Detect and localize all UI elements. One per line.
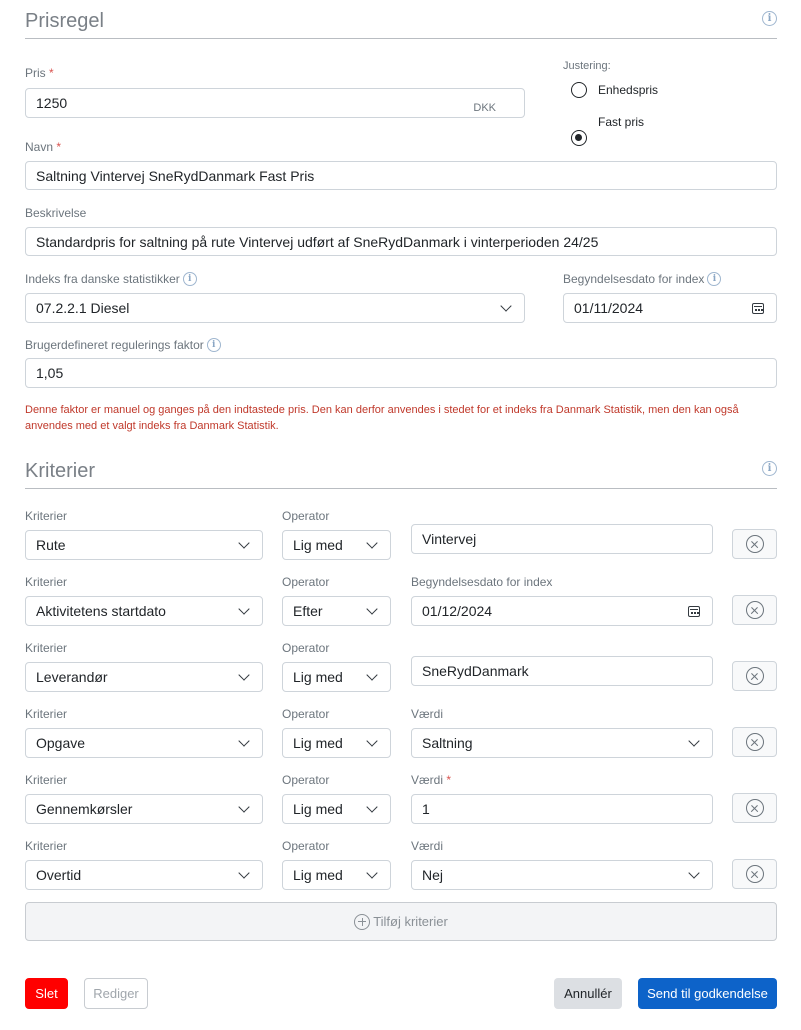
chevron-down-icon (238, 801, 249, 812)
edit-button[interactable]: Rediger (84, 978, 148, 1009)
chevron-down-icon (366, 669, 377, 680)
begyndelsesdato-info-icon[interactable]: i (707, 272, 721, 286)
required-mark: * (446, 773, 452, 787)
remove-criteria-button[interactable] (732, 529, 777, 559)
operator-value: Lig med (293, 669, 343, 685)
faktor-info-icon[interactable]: i (207, 338, 221, 352)
navn-label-text: Navn (25, 140, 54, 154)
remove-circle-icon (746, 535, 764, 553)
criteria-value-input[interactable] (411, 524, 713, 554)
cancel-button[interactable]: Annullér (554, 978, 622, 1009)
required-mark: * (56, 140, 62, 154)
delete-button[interactable]: Slet (25, 978, 68, 1009)
criteria-label: Kriterier (25, 773, 68, 787)
radio-enhedspris[interactable] (571, 82, 587, 98)
remove-criteria-button[interactable] (732, 793, 777, 823)
criteria-label: Kriterier (25, 641, 68, 655)
pris-label-text: Pris (25, 66, 46, 80)
criteria-value-input[interactable] (411, 656, 713, 686)
indeks-info-icon[interactable]: i (183, 272, 197, 286)
value-label (411, 839, 443, 853)
criteria-select[interactable] (25, 530, 263, 560)
begyndelsesdato-label (563, 272, 721, 287)
calendar-icon[interactable] (688, 606, 700, 617)
operator-select[interactable] (282, 794, 391, 824)
begyndelsesdato-label-text: Begyndelsesdato for index (563, 272, 705, 286)
chevron-down-icon (366, 867, 377, 878)
add-criteria-label: Tilføj kriterier (373, 914, 448, 929)
kriterier-divider (25, 488, 777, 489)
criteria-input-value: SneRydDanmark (422, 663, 529, 679)
criteria-select[interactable] (25, 728, 263, 758)
chevron-down-icon (688, 735, 699, 746)
add-criteria-button[interactable] (25, 902, 777, 941)
submit-button[interactable]: Send til godkendelse (638, 978, 777, 1009)
faktor-label (25, 338, 221, 353)
operator-value: Efter (293, 603, 323, 619)
value-label (411, 773, 451, 787)
criteria-input-value: Nej (422, 867, 444, 883)
chevron-down-icon (238, 669, 249, 680)
chevron-down-icon (238, 603, 249, 614)
pris-unit: DKK (473, 102, 496, 114)
operator-select[interactable] (282, 860, 391, 890)
criteria-select[interactable] (25, 662, 263, 692)
remove-circle-icon (746, 799, 764, 817)
navn-label (25, 140, 61, 154)
faktor-value: 1,05 (36, 365, 64, 381)
radio-fast-pris[interactable] (571, 130, 587, 146)
criteria-value-input[interactable] (411, 860, 713, 890)
plus-circle-icon (354, 914, 370, 930)
remove-circle-icon (746, 865, 764, 883)
operator-label: Operator (282, 509, 330, 523)
criteria-value: Overtid (36, 867, 82, 883)
chevron-down-icon (238, 867, 249, 878)
criteria-value: Aktivitetens startdato (36, 603, 166, 619)
beskrivelse-input[interactable] (25, 227, 777, 256)
remove-circle-icon (746, 667, 764, 685)
chevron-down-icon (366, 735, 377, 746)
criteria-value-input[interactable] (411, 794, 713, 824)
chevron-down-icon (366, 801, 377, 812)
beskrivelse-value: Standardpris for saltning på rute Vintervej udført af SneRydDanmark i vinterperioden 24/25 (36, 233, 599, 250)
value-label-text: Værdi (411, 773, 444, 787)
operator-label: Operator (282, 839, 330, 853)
chevron-down-icon (366, 603, 377, 614)
remove-criteria-button[interactable] (732, 661, 777, 691)
value-label (411, 707, 443, 721)
radio-fast-pris-label[interactable]: Fast pris (598, 115, 645, 129)
criteria-value-input[interactable] (411, 596, 713, 626)
chevron-down-icon (238, 735, 249, 746)
chevron-down-icon (238, 537, 249, 548)
begyndelsesdato-input[interactable] (563, 293, 777, 323)
criteria-value: Gennemkørsler (36, 801, 133, 817)
navn-value: Saltning Vintervej SneRydDanmark Fast Pris (36, 167, 315, 184)
remove-circle-icon (746, 601, 764, 619)
criteria-value-input[interactable] (411, 728, 713, 758)
operator-select[interactable] (282, 596, 391, 626)
value-label-text: Værdi (411, 839, 444, 853)
remove-criteria-button[interactable] (732, 859, 777, 889)
operator-value: Lig med (293, 867, 343, 883)
faktor-label-text: Brugerdefineret regulerings faktor (25, 338, 204, 352)
operator-label: Operator (282, 641, 330, 655)
faktor-input[interactable] (25, 358, 777, 388)
operator-value: Lig med (293, 801, 343, 817)
operator-label: Operator (282, 773, 330, 787)
indeks-label (25, 272, 197, 287)
remove-circle-icon (746, 733, 764, 751)
criteria-value: Rute (36, 537, 66, 553)
criteria-input-value: 01/12/2024 (422, 603, 493, 619)
faktor-note: Denne faktor er manuel og ganges på den indtastede pris. Den kan derfor anvendes i stedet for et indeks fra Danmark Statistik, men den kan også anvendes med et valgt indeks fra Danmark Statistik. (25, 404, 739, 432)
justering-label: Justering: (563, 60, 611, 72)
begyndelsesdato-value: 01/11/2024 (574, 300, 644, 316)
criteria-input-value: Vintervej (422, 531, 477, 547)
criteria-value: Opgave (36, 735, 86, 751)
indeks-value: 07.2.2.1 Diesel (36, 300, 130, 316)
operator-label: Operator (282, 575, 330, 589)
beskrivelse-label: Beskrivelse (25, 206, 87, 220)
operator-select[interactable] (282, 662, 391, 692)
criteria-label: Kriterier (25, 707, 68, 721)
calendar-icon[interactable] (752, 303, 764, 314)
criteria-input-value: 1 (422, 801, 430, 817)
criteria-label: Kriterier (25, 839, 68, 853)
indeks-select[interactable] (25, 293, 525, 323)
operator-select[interactable] (282, 530, 391, 560)
pris-value: 1250 (36, 95, 68, 111)
criteria-input-value: Saltning (422, 735, 473, 751)
pris-input[interactable] (25, 88, 525, 118)
radio-enhedspris-label[interactable]: Enhedspris (598, 83, 659, 97)
criteria-select[interactable] (25, 794, 263, 824)
kriterier-title: Kriterier (25, 460, 96, 482)
remove-criteria-button[interactable] (732, 727, 777, 757)
prisregel-title: Prisregel (25, 10, 104, 32)
kriterier-info-icon[interactable]: i (762, 461, 777, 476)
operator-value: Lig med (293, 735, 343, 751)
operator-value: Lig med (293, 537, 343, 553)
chevron-down-icon (366, 537, 377, 548)
prisregel-info-icon[interactable]: i (762, 11, 777, 26)
chevron-down-icon (500, 300, 511, 311)
criteria-label: Kriterier (25, 509, 68, 523)
criteria-select[interactable] (25, 596, 263, 626)
criteria-select[interactable] (25, 860, 263, 890)
operator-select[interactable] (282, 728, 391, 758)
prisregel-divider (25, 38, 777, 39)
value-label (411, 575, 552, 589)
chevron-down-icon (688, 867, 699, 878)
value-label-text: Værdi (411, 707, 444, 721)
indeks-label-text: Indeks fra danske statistikker (25, 272, 180, 286)
required-mark: * (49, 66, 54, 80)
operator-label: Operator (282, 707, 330, 721)
criteria-value: Leverandør (36, 669, 108, 685)
value-label-text: Begyndelsesdato for index (411, 575, 553, 589)
pris-label (25, 66, 54, 80)
navn-input[interactable] (25, 161, 777, 190)
criteria-label: Kriterier (25, 575, 68, 589)
remove-criteria-button[interactable] (732, 595, 777, 625)
